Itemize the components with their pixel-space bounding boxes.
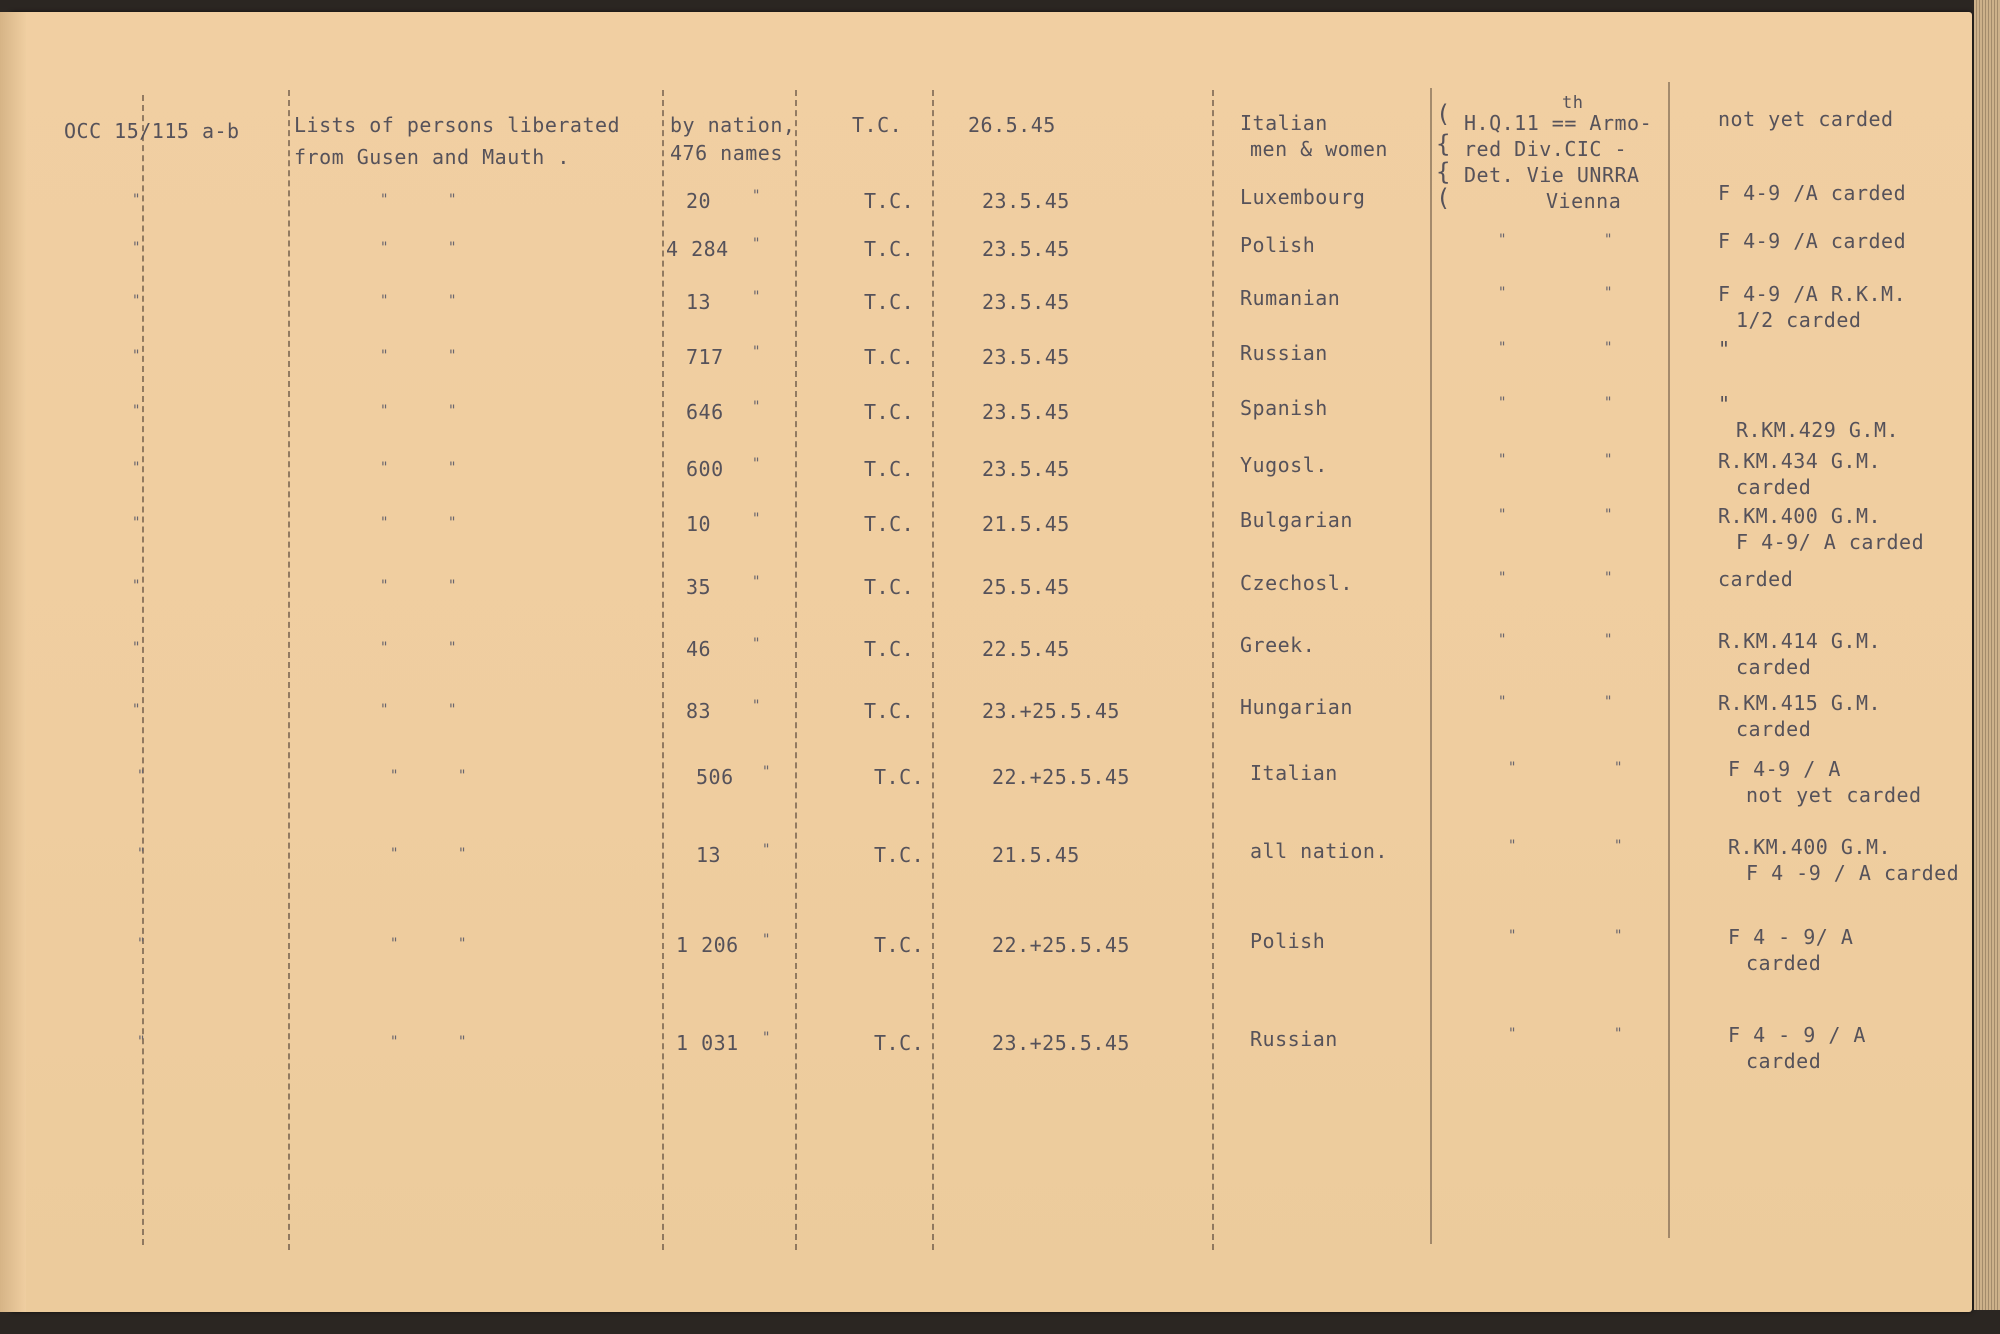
ditto-mark: ": [752, 399, 761, 415]
ditto-mark: ": [1508, 838, 1517, 854]
ditto-mark: ": [458, 936, 467, 952]
ditto-mark: ": [1604, 340, 1613, 356]
status-cell: R.KM.434 G.M.: [1718, 449, 1882, 473]
ditto-mark: ": [137, 936, 146, 952]
ditto-mark: ": [380, 348, 389, 364]
source-line-4: Vienna: [1546, 189, 1622, 213]
date-cell: 23.5.45: [982, 457, 1070, 481]
page-edge: [1974, 0, 2000, 1310]
status-cell: 1/2 carded: [1736, 308, 1862, 332]
status-cell: ": [1718, 392, 1731, 416]
brace-mark: (: [1436, 100, 1451, 128]
ditto-mark: ": [132, 192, 141, 208]
type-cell: T.C.: [874, 1031, 925, 1055]
ditto-mark: ": [1498, 340, 1507, 356]
nation-cell: Hungarian: [1240, 695, 1353, 719]
ditto-mark: ": [132, 640, 141, 656]
ditto-mark: ": [1604, 507, 1613, 523]
date-cell: 23.+25.5.45: [982, 699, 1120, 723]
ditto-mark: ": [752, 188, 761, 204]
ditto-mark: ": [448, 240, 457, 256]
page-binding: [0, 12, 26, 1312]
status-cell: F 4-9 /A carded: [1718, 181, 1907, 205]
ditto-mark: ": [1498, 694, 1507, 710]
ditto-mark: ": [1508, 1026, 1517, 1042]
ditto-mark: ": [1498, 632, 1507, 648]
nation-cell: Italian: [1250, 761, 1338, 785]
date-cell: 25.5.45: [982, 575, 1070, 599]
ditto-mark: ": [1604, 232, 1613, 248]
column-rule: [795, 90, 797, 1250]
date-cell: 22.+25.5.45: [992, 933, 1130, 957]
nation-cell: Czechosl.: [1240, 571, 1353, 595]
ditto-mark: ": [1498, 285, 1507, 301]
ditto-mark: ": [1604, 694, 1613, 710]
status-cell: F 4 - 9 / A: [1728, 1023, 1866, 1047]
ditto-mark: ": [132, 240, 141, 256]
type-cell: T.C.: [864, 290, 915, 314]
ditto-mark: ": [1498, 395, 1507, 411]
nation-cell: Russian: [1240, 341, 1328, 365]
ditto-mark: ": [448, 460, 457, 476]
count-cell: 506: [696, 765, 734, 789]
type-cell: T.C.: [864, 457, 915, 481]
ditto-mark: ": [1498, 570, 1507, 586]
status-cell: carded: [1736, 475, 1812, 499]
count-cell: 600: [686, 457, 724, 481]
status-cell: R.KM.429 G.M.: [1736, 418, 1900, 442]
ditto-mark: ": [752, 344, 761, 360]
status-cell: F 4 - 9/ A: [1728, 925, 1854, 949]
ditto-mark: ": [132, 515, 141, 531]
type-cell: T.C.: [852, 113, 903, 137]
nation-line-1: Italian: [1240, 111, 1328, 135]
ditto-mark: ": [752, 456, 761, 472]
ditto-mark: ": [1604, 395, 1613, 411]
nation-cell: Polish: [1240, 233, 1316, 257]
description-line-1: Lists of persons liberated: [294, 113, 621, 137]
status-cell: F 4-9 / A: [1728, 757, 1841, 781]
column-rule: [288, 90, 290, 1250]
status-cell: F 4-9/ A carded: [1736, 530, 1925, 554]
ditto-mark: ": [390, 936, 399, 952]
ditto-mark: ": [448, 293, 457, 309]
ditto-mark: ": [448, 702, 457, 718]
ditto-mark: ": [132, 293, 141, 309]
nation-cell: Russian: [1250, 1027, 1338, 1051]
ditto-mark: ": [1604, 452, 1613, 468]
nation-cell: Spanish: [1240, 396, 1328, 420]
ditto-mark: ": [448, 640, 457, 656]
ditto-mark: ": [380, 240, 389, 256]
type-cell: T.C.: [864, 400, 915, 424]
date-cell: 23.5.45: [982, 290, 1070, 314]
count-cell: 717: [686, 345, 724, 369]
type-cell: T.C.: [874, 933, 925, 957]
ditto-mark: ": [1604, 285, 1613, 301]
ditto-mark: ": [1614, 1026, 1623, 1042]
ditto-mark: ": [752, 574, 761, 590]
type-cell: T.C.: [864, 512, 915, 536]
date-cell: 23.+25.5.45: [992, 1031, 1130, 1055]
nation-cell: Yugosl.: [1240, 453, 1328, 477]
count-cell: 4 284: [666, 237, 729, 261]
status-cell: R.KM.400 G.M.: [1718, 504, 1882, 528]
status-cell: F 4 -9 / A carded: [1746, 861, 1960, 885]
date-cell: 22.5.45: [982, 637, 1070, 661]
date-cell: 23.5.45: [982, 237, 1070, 261]
status-cell: R.KM.415 G.M.: [1718, 691, 1882, 715]
ditto-mark: ": [762, 764, 771, 780]
status-cell: F 4-9 /A carded: [1718, 229, 1907, 253]
count-cell: 83: [686, 699, 712, 723]
ditto-mark: ": [390, 1034, 399, 1050]
ditto-mark: ": [458, 1034, 467, 1050]
ditto-mark: ": [132, 348, 141, 364]
column-rule: [662, 90, 664, 1250]
date-cell: 21.5.45: [982, 512, 1070, 536]
ditto-mark: ": [448, 348, 457, 364]
ditto-mark: ": [448, 403, 457, 419]
column-rule: [1430, 88, 1432, 1244]
count-cell: 13: [696, 843, 722, 867]
ditto-mark: ": [380, 578, 389, 594]
nation-line-2: men & women: [1250, 137, 1388, 161]
ditto-mark: ": [1614, 760, 1623, 776]
ditto-mark: ": [380, 403, 389, 419]
status-cell: not yet carded: [1718, 107, 1894, 131]
brace-mark: {: [1436, 158, 1451, 186]
type-cell: T.C.: [874, 765, 925, 789]
column-rule: [932, 90, 934, 1250]
nation-cell: Polish: [1250, 929, 1326, 953]
count-cell: 35: [686, 575, 712, 599]
nation-cell: Rumanian: [1240, 286, 1341, 310]
ditto-mark: ": [132, 403, 141, 419]
ditto-mark: ": [380, 293, 389, 309]
status-cell: carded: [1736, 655, 1812, 679]
ditto-mark: ": [1614, 928, 1623, 944]
status-cell: R.KM.414 G.M.: [1718, 629, 1882, 653]
ditto-mark: ": [1508, 760, 1517, 776]
ditto-mark: ": [762, 842, 771, 858]
ditto-mark: ": [390, 846, 399, 862]
date-cell: 21.5.45: [992, 843, 1080, 867]
count-cell: 10: [686, 512, 712, 536]
date-cell: 23.5.45: [982, 400, 1070, 424]
status-cell: carded: [1746, 951, 1822, 975]
ditto-mark: ": [752, 698, 761, 714]
count-cell: 646: [686, 400, 724, 424]
brace-mark: (: [1436, 184, 1451, 212]
ditto-mark: ": [132, 702, 141, 718]
ditto-mark: ": [752, 511, 761, 527]
source-superscript: th: [1562, 93, 1584, 113]
ditto-mark: ": [448, 192, 457, 208]
type-cell: T.C.: [874, 843, 925, 867]
ditto-mark: ": [458, 768, 467, 784]
ditto-mark: ": [1498, 232, 1507, 248]
ditto-mark: ": [380, 702, 389, 718]
status-cell: carded: [1746, 1049, 1822, 1073]
type-cell: T.C.: [864, 637, 915, 661]
type-cell: T.C.: [864, 237, 915, 261]
ditto-mark: ": [762, 1030, 771, 1046]
count-cell: 13: [686, 290, 712, 314]
ditto-mark: ": [1604, 632, 1613, 648]
description-line-2: from Gusen and Mauth .: [294, 145, 570, 169]
count-cell: 20: [686, 189, 712, 213]
nation-cell: Greek.: [1240, 633, 1316, 657]
ref-number: OCC 15/115 a-b: [64, 119, 240, 143]
date-cell: 26.5.45: [968, 113, 1056, 137]
column-rule: [1668, 82, 1670, 1238]
ditto-mark: ": [137, 768, 146, 784]
ditto-mark: ": [1498, 507, 1507, 523]
ditto-mark: ": [137, 1034, 146, 1050]
date-cell: 23.5.45: [982, 189, 1070, 213]
count-cell: 1 031: [676, 1031, 739, 1055]
ditto-mark: ": [390, 768, 399, 784]
ditto-mark: ": [1508, 928, 1517, 944]
source-line-2: red Div.CIC -: [1464, 137, 1628, 161]
status-cell: F 4-9 /A R.K.M.: [1718, 282, 1907, 306]
ditto-mark: ": [380, 460, 389, 476]
status-cell: ": [1718, 337, 1731, 361]
source-line-1: H.Q.11 == Armo-: [1464, 111, 1653, 135]
brace-mark: {: [1436, 130, 1451, 158]
ditto-mark: ": [380, 192, 389, 208]
ditto-mark: ": [132, 578, 141, 594]
count-line-1: by nation,: [670, 113, 796, 137]
status-cell: carded: [1736, 717, 1812, 741]
status-cell: not yet carded: [1746, 783, 1922, 807]
ditto-mark: ": [1498, 452, 1507, 468]
ditto-mark: ": [458, 846, 467, 862]
count-cell: 46: [686, 637, 712, 661]
ditto-mark: ": [762, 932, 771, 948]
column-rule: [1212, 90, 1214, 1250]
ditto-mark: ": [448, 578, 457, 594]
type-cell: T.C.: [864, 575, 915, 599]
nation-cell: Luxembourg: [1240, 185, 1366, 209]
ditto-mark: ": [1614, 838, 1623, 854]
type-cell: T.C.: [864, 189, 915, 213]
ditto-mark: ": [752, 289, 761, 305]
count-cell: 1 206: [676, 933, 739, 957]
count-line-2: 476 names: [670, 141, 783, 165]
ditto-mark: ": [137, 846, 146, 862]
source-line-3: Det. Vie UNRRA: [1464, 163, 1640, 187]
status-cell: carded: [1718, 567, 1794, 591]
type-cell: T.C.: [864, 345, 915, 369]
ditto-mark: ": [752, 236, 761, 252]
type-cell: T.C.: [864, 699, 915, 723]
date-cell: 23.5.45: [982, 345, 1070, 369]
ditto-mark: ": [752, 636, 761, 652]
ditto-mark: ": [380, 640, 389, 656]
ditto-mark: ": [380, 515, 389, 531]
column-rule: [142, 95, 144, 1245]
ditto-mark: ": [1604, 570, 1613, 586]
ditto-mark: ": [448, 515, 457, 531]
status-cell: R.KM.400 G.M.: [1728, 835, 1892, 859]
nation-cell: Bulgarian: [1240, 508, 1353, 532]
date-cell: 22.+25.5.45: [992, 765, 1130, 789]
nation-cell: all nation.: [1250, 839, 1388, 863]
ditto-mark: ": [132, 460, 141, 476]
